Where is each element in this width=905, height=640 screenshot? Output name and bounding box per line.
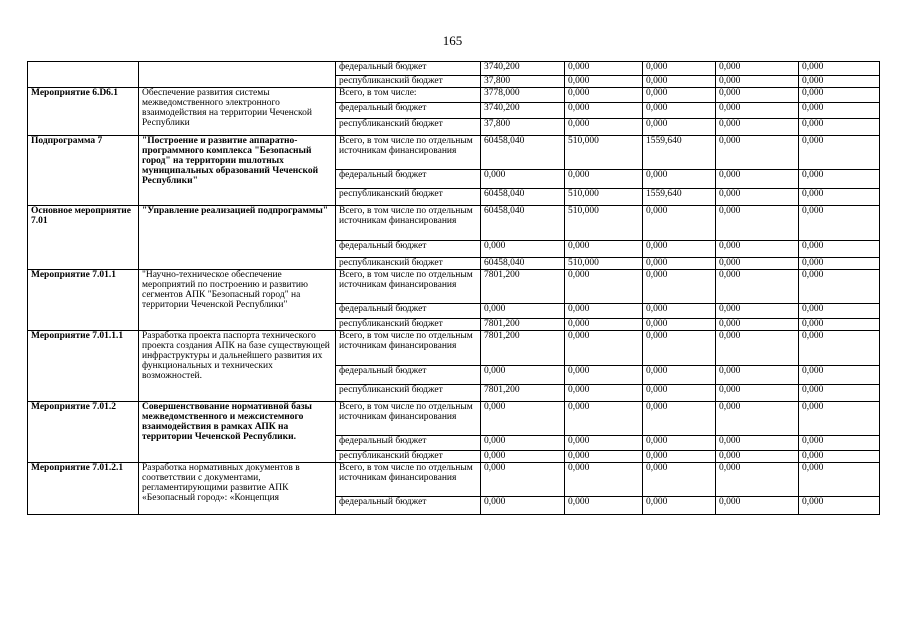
- program-title: Мероприятие 7.01.2: [28, 402, 139, 463]
- amount-cell: 0,000: [716, 402, 799, 436]
- amount-cell: 0,000: [643, 88, 716, 103]
- amount-cell: 0,000: [565, 451, 643, 463]
- amount-cell: 0,000: [565, 103, 643, 119]
- amount-cell: 0,000: [716, 451, 799, 463]
- amount-cell: 0,000: [481, 436, 565, 451]
- amount-cell: 0,000: [716, 270, 799, 304]
- amount-cell: 0,000: [799, 119, 880, 136]
- amount-cell: 510,000: [565, 258, 643, 270]
- amount-cell: 0,000: [799, 304, 880, 319]
- amount-cell: 0,000: [643, 331, 716, 366]
- amount-cell: 0,000: [565, 270, 643, 304]
- amount-cell: 0,000: [565, 304, 643, 319]
- amount-cell: 510,000: [565, 189, 643, 206]
- amount-cell: 0,000: [643, 119, 716, 136]
- amount-cell: 0,000: [716, 366, 799, 385]
- program-title: Основное мероприятие 7.01: [28, 206, 139, 270]
- amount-cell: 60458,040: [481, 136, 565, 170]
- amount-cell: 0,000: [799, 103, 880, 119]
- page-number: 165: [442, 33, 463, 48]
- amount-cell: 0,000: [716, 170, 799, 189]
- program-title: Мероприятие 7.01.1.1: [28, 331, 139, 402]
- amount-cell: 0,000: [716, 62, 799, 76]
- amount-cell: 0,000: [565, 170, 643, 189]
- amount-cell: 0,000: [565, 331, 643, 366]
- amount-cell: 0,000: [716, 241, 799, 258]
- funding-source: федеральный бюджет: [336, 62, 481, 76]
- program-title: Мероприятие 7.01.1: [28, 270, 139, 331]
- amount-cell: 0,000: [643, 366, 716, 385]
- amount-cell: 0,000: [565, 497, 643, 515]
- funding-source: Всего, в том числе:: [336, 88, 481, 103]
- amount-cell: 0,000: [799, 62, 880, 76]
- amount-cell: 60458,040: [481, 258, 565, 270]
- amount-cell: 0,000: [565, 385, 643, 402]
- funding-source: Всего, в том числе по отдельным источникам финансирования: [336, 463, 481, 497]
- program-description: "Построение и развитие аппаратно-программного комплекса "Безопасный город" на территории muлотных муниципальных образований Чеченской Республики": [139, 136, 336, 206]
- amount-cell: 0,000: [565, 76, 643, 88]
- amount-cell: 60458,040: [481, 189, 565, 206]
- table-row: [28, 88, 880, 103]
- amount-cell: 0,000: [799, 76, 880, 88]
- program-description: "Управление реализацией подпрограммы": [139, 206, 336, 270]
- amount-cell: 0,000: [481, 497, 565, 515]
- amount-cell: 0,000: [716, 385, 799, 402]
- amount-cell: 0,000: [643, 258, 716, 270]
- funding-source: Всего, в том числе по отдельным источникам финансирования: [336, 136, 481, 170]
- amount-cell: 0,000: [799, 463, 880, 497]
- amount-cell: 0,000: [643, 304, 716, 319]
- amount-cell: 0,000: [643, 76, 716, 88]
- funding-source: Всего, в том числе по отдельным источникам финансирования: [336, 402, 481, 436]
- amount-cell: 0,000: [799, 258, 880, 270]
- amount-cell: 7801,200: [481, 319, 565, 331]
- funding-source: республиканский бюджет: [336, 451, 481, 463]
- table-row: [28, 62, 880, 76]
- funding-source: республиканский бюджет: [336, 76, 481, 88]
- amount-cell: 510,000: [565, 206, 643, 241]
- amount-cell: 0,000: [643, 319, 716, 331]
- program-title: Мероприятие 7.01.2.1: [28, 463, 139, 515]
- amount-cell: 0,000: [799, 402, 880, 436]
- funding-source: федеральный бюджет: [336, 436, 481, 451]
- amount-cell: 0,000: [716, 319, 799, 331]
- table-row: [28, 136, 880, 170]
- funding-source: федеральный бюджет: [336, 103, 481, 119]
- amount-cell: 0,000: [799, 170, 880, 189]
- program-description: [139, 62, 336, 88]
- table-row: [28, 331, 880, 366]
- amount-cell: 510,000: [565, 136, 643, 170]
- amount-cell: 37,800: [481, 119, 565, 136]
- amount-cell: 0,000: [799, 88, 880, 103]
- amount-cell: 0,000: [799, 436, 880, 451]
- amount-cell: 0,000: [643, 402, 716, 436]
- program-description: "Научно-техническое обеспечение мероприятий по построению и развитию сегментов АПК "Безопасный город" на территории Чеченской Республики": [139, 270, 336, 331]
- amount-cell: 0,000: [716, 136, 799, 170]
- amount-cell: 0,000: [565, 119, 643, 136]
- amount-cell: 0,000: [481, 451, 565, 463]
- amount-cell: 0,000: [481, 304, 565, 319]
- funding-source: республиканский бюджет: [336, 258, 481, 270]
- amount-cell: 0,000: [799, 270, 880, 304]
- table-row: [28, 206, 880, 241]
- amount-cell: 0,000: [643, 385, 716, 402]
- amount-cell: 3778,000: [481, 88, 565, 103]
- funding-source: федеральный бюджет: [336, 304, 481, 319]
- amount-cell: 0,000: [799, 497, 880, 515]
- funding-source: Всего, в том числе по отдельным источникам финансирования: [336, 270, 481, 304]
- amount-cell: 0,000: [481, 463, 565, 497]
- funding-source: республиканский бюджет: [336, 189, 481, 206]
- amount-cell: 0,000: [799, 189, 880, 206]
- amount-cell: 0,000: [716, 206, 799, 241]
- amount-cell: 0,000: [799, 206, 880, 241]
- amount-cell: 0,000: [716, 304, 799, 319]
- funding-source: республиканский бюджет: [336, 319, 481, 331]
- amount-cell: 0,000: [716, 119, 799, 136]
- amount-cell: 0,000: [643, 62, 716, 76]
- amount-cell: 0,000: [565, 366, 643, 385]
- amount-cell: 7801,200: [481, 385, 565, 402]
- amount-cell: 0,000: [799, 136, 880, 170]
- amount-cell: 1559,640: [643, 136, 716, 170]
- table-row: [28, 463, 880, 497]
- funding-source: федеральный бюджет: [336, 170, 481, 189]
- program-description: Разработка нормативных документов в соответствии с документами, регламентирующими развитие АПК «Безопасный город»: «Концепция: [139, 463, 336, 515]
- amount-cell: 0,000: [565, 402, 643, 436]
- amount-cell: 0,000: [643, 170, 716, 189]
- amount-cell: 0,000: [565, 319, 643, 331]
- amount-cell: 0,000: [716, 436, 799, 451]
- amount-cell: 3740,200: [481, 103, 565, 119]
- amount-cell: 60458,040: [481, 206, 565, 241]
- funding-source: федеральный бюджет: [336, 241, 481, 258]
- amount-cell: 0,000: [481, 170, 565, 189]
- amount-cell: 0,000: [799, 385, 880, 402]
- amount-cell: 1559,640: [643, 189, 716, 206]
- funding-source: республиканский бюджет: [336, 119, 481, 136]
- amount-cell: 0,000: [716, 103, 799, 119]
- amount-cell: 7801,200: [481, 331, 565, 366]
- amount-cell: 3740,200: [481, 62, 565, 76]
- amount-cell: 0,000: [481, 402, 565, 436]
- amount-cell: 0,000: [716, 331, 799, 366]
- amount-cell: 0,000: [565, 88, 643, 103]
- table-row: [28, 402, 880, 436]
- amount-cell: 0,000: [716, 463, 799, 497]
- amount-cell: 0,000: [716, 258, 799, 270]
- program-title: Подпрограмма 7: [28, 136, 139, 206]
- amount-cell: 0,000: [481, 241, 565, 258]
- funding-source: республиканский бюджет: [336, 385, 481, 402]
- funding-source: федеральный бюджет: [336, 366, 481, 385]
- amount-cell: 0,000: [643, 103, 716, 119]
- amount-cell: 0,000: [799, 366, 880, 385]
- amount-cell: 0,000: [716, 88, 799, 103]
- amount-cell: 0,000: [481, 366, 565, 385]
- amount-cell: 37,800: [481, 76, 565, 88]
- program-title: Мероприятие 6.D6.1: [28, 88, 139, 136]
- amount-cell: 7801,200: [481, 270, 565, 304]
- funding-source: Всего, в том числе по отдельным источникам финансирования: [336, 331, 481, 366]
- program-description: Разработка проекта паспорта технического проекта создания АПК на базе существующей инфраструктуры и дальнейшего развития их функциональных и технических возможностей.: [139, 331, 336, 402]
- amount-cell: 0,000: [799, 241, 880, 258]
- funding-source: Всего, в том числе по отдельным источникам финансирования: [336, 206, 481, 241]
- amount-cell: 0,000: [643, 463, 716, 497]
- table-row: [28, 270, 880, 304]
- amount-cell: 0,000: [643, 451, 716, 463]
- program-title: [28, 62, 139, 88]
- amount-cell: 0,000: [565, 436, 643, 451]
- amount-cell: 0,000: [799, 331, 880, 366]
- amount-cell: 0,000: [565, 463, 643, 497]
- program-description: Обеспечение развития системы межведомственного электронного взаимодействия на территории Чеченской Республики: [139, 88, 336, 136]
- amount-cell: 0,000: [643, 241, 716, 258]
- amount-cell: 0,000: [799, 451, 880, 463]
- budget-table: [27, 61, 880, 515]
- amount-cell: 0,000: [716, 497, 799, 515]
- amount-cell: 0,000: [643, 206, 716, 241]
- amount-cell: 0,000: [643, 436, 716, 451]
- amount-cell: 0,000: [565, 241, 643, 258]
- amount-cell: 0,000: [716, 189, 799, 206]
- program-description: Совершенствование нормативной базы межведомственного и межсистемного взаимодействия в рамках АПК на территории Чеченской Республики.: [139, 402, 336, 463]
- funding-source: федеральный бюджет: [336, 497, 481, 515]
- amount-cell: 0,000: [716, 76, 799, 88]
- amount-cell: 0,000: [643, 497, 716, 515]
- amount-cell: 0,000: [643, 270, 716, 304]
- amount-cell: 0,000: [565, 62, 643, 76]
- amount-cell: 0,000: [799, 319, 880, 331]
